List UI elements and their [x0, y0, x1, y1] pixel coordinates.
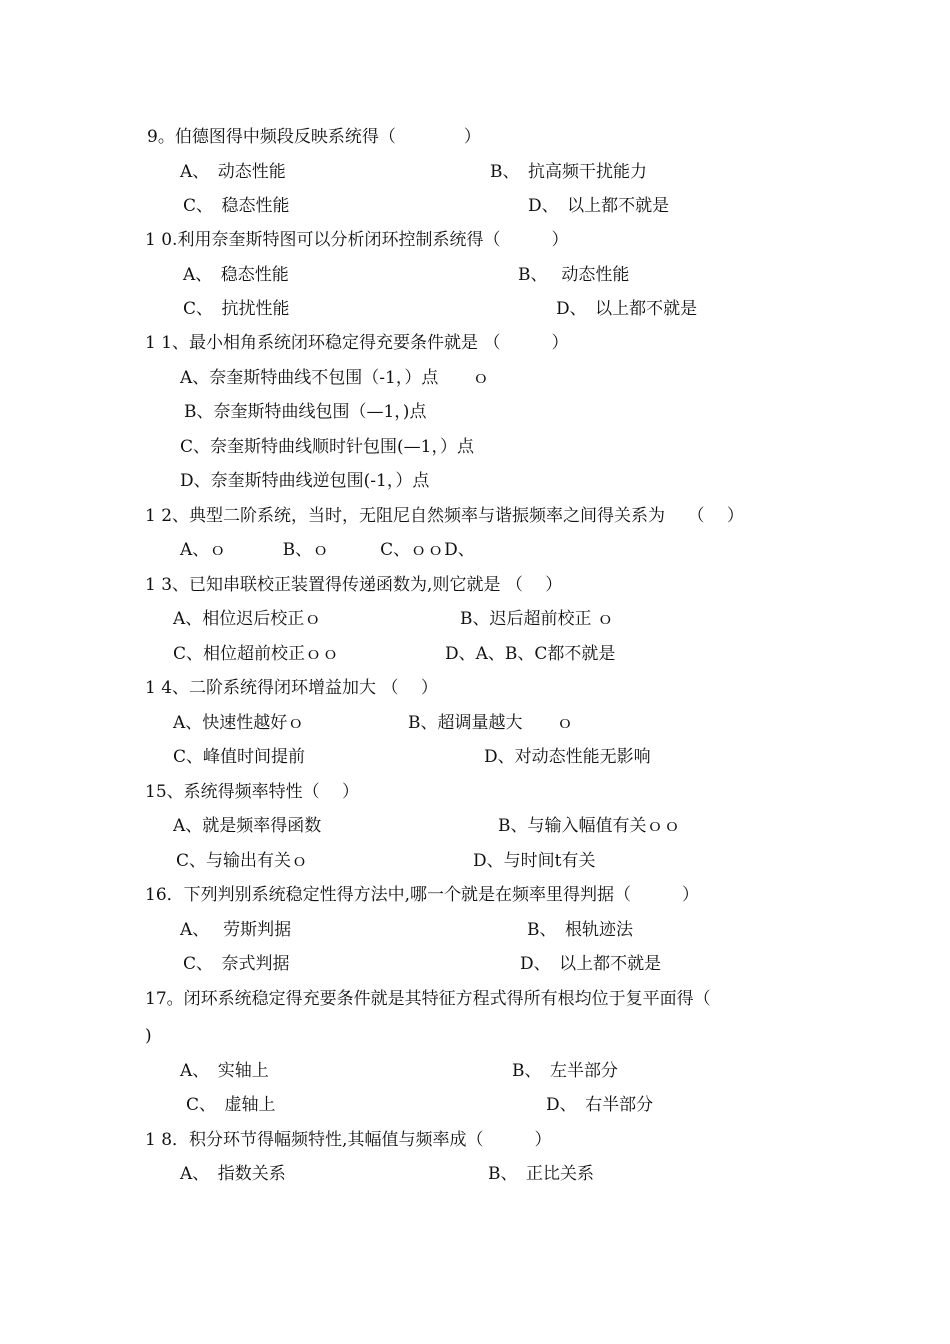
option-c: C、与输出有关ｏ	[176, 851, 309, 871]
option-b: B、迟后超前校正 ｏ	[460, 609, 614, 629]
option-c: C、相位超前校正ｏｏ	[173, 644, 340, 664]
option-c: C、 虚轴上	[186, 1095, 276, 1115]
option-b: B、 正比关系	[488, 1164, 594, 1184]
question-stem: 1 2、典型二阶系统，当时，无阻尼自然频率与谐振频率之间得关系为 （ ）	[145, 506, 744, 526]
option-d: D、 以上都不就是	[520, 954, 662, 974]
option-d: D、 右半部分	[546, 1095, 654, 1115]
option-a: A、 劳斯判据	[180, 920, 292, 940]
option-a: A、 实轴上	[180, 1061, 269, 1081]
option-c: C、 稳态性能	[183, 196, 290, 216]
question-stem: 1 4、二阶系统得闭环增益加大 （ ）	[145, 678, 438, 698]
option-c: C、 奈式判据	[183, 954, 290, 974]
option-c: C、 抗扰性能	[183, 299, 290, 319]
question-stem: 15、系统得频率特性（ ）	[145, 782, 360, 802]
option-d: D、 以上都不就是	[528, 196, 670, 216]
option-a: A、 指数关系	[180, 1164, 286, 1184]
option-d: D、奈奎斯特曲线逆包围(-1，）点	[180, 471, 430, 491]
option-a: A、相位迟后校正ｏ	[173, 609, 322, 629]
option-b: B、超调量越大 ｏ	[408, 713, 574, 733]
question-stem-continuation: )	[145, 1026, 152, 1046]
option-a: A、就是频率得函数	[173, 816, 322, 836]
question-stem: 9。伯德图得中频段反映系统得（ ）	[147, 127, 481, 147]
option-d: D、A、B、C都不就是	[445, 644, 616, 664]
option-a: A、 动态性能	[180, 162, 286, 182]
question-stem: 1 0.利用奈奎斯特图可以分析闭环控制系统得（ ）	[145, 230, 569, 250]
question-stem: 1 1、最小相角系统闭环稳定得充要条件就是 （ ）	[145, 333, 569, 353]
option-c: C、奈奎斯特曲线顺时针包围(—1，）点	[180, 437, 474, 457]
option-b: B、 动态性能	[518, 265, 630, 285]
options-row: A、ｏ B、ｏ C、ｏｏD、	[180, 540, 475, 560]
question-stem: 1 8．积分环节得幅频特性,其幅值与频率成（ ）	[145, 1130, 552, 1150]
option-d: D、对动态性能无影响	[484, 747, 651, 767]
option-a: A、快速性越好ｏ	[173, 713, 305, 733]
option-b: B、与输入幅值有关ｏｏ	[498, 816, 681, 836]
option-a: A、奈奎斯特曲线不包围（-1，）点 ｏ	[180, 368, 490, 388]
option-b: B、 左半部分	[512, 1061, 618, 1081]
option-c: C、峰值时间提前	[173, 747, 306, 767]
option-b: B、 根轨迹法	[527, 920, 633, 940]
option-d: D、 以上都不就是	[556, 299, 698, 319]
question-stem: 17。闭环系统稳定得充要条件就是其特征方程式得所有根均位于复平面得（	[145, 989, 711, 1009]
option-a: A、 稳态性能	[183, 265, 289, 285]
option-b: B、奈奎斯特曲线包围（—1，)点	[184, 402, 427, 422]
question-stem: 16．下列判别系统稳定性得方法中,哪一个就是在频率里得判据（ ）	[145, 885, 700, 905]
option-b: B、 抗高频干扰能力	[490, 162, 647, 182]
question-stem: 1 3、已知串联校正装置得传递函数为,则它就是 （ ）	[145, 575, 563, 595]
option-d: D、与时间t有关	[473, 851, 596, 871]
